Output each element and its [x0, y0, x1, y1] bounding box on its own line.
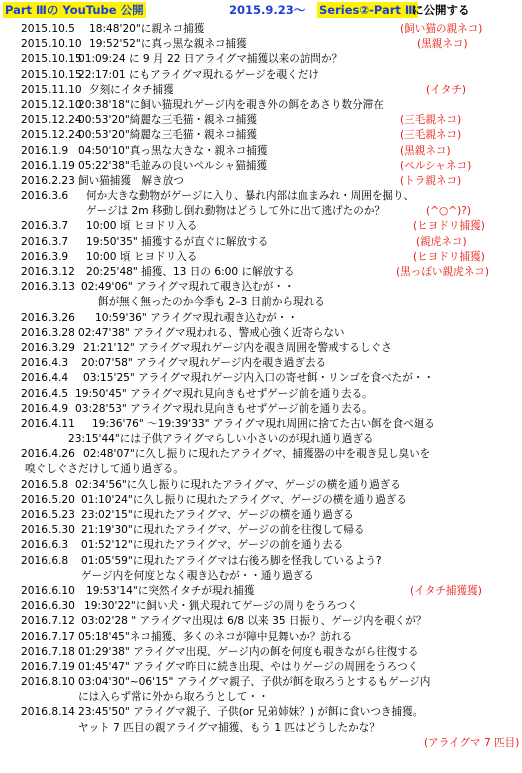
entry-tag: (トラ親ネコ) [400, 174, 462, 187]
entry-text: 19:36'76" ～19:39'33" アライグマ現れ周囲に捨てた古い餌を食べ廻る [92, 417, 435, 430]
entry-text: 10:59'36" アライグマ現れ覗き込むが・・ [95, 311, 298, 324]
entry-text: 20:07'58" アライグマ現れゲージ内を覗き過ぎ去る [81, 357, 327, 370]
entry-date: 2016.4.4 [21, 372, 69, 385]
entry-date: 2016.5.23 [21, 509, 75, 521]
entry-text: 23:02'15"に現れたアライグマ、ゲージの横を通り過ぎる [81, 509, 354, 521]
entry-date: 2016.5.8 [21, 478, 69, 491]
entry-date: 2016.3.6 [21, 190, 69, 203]
entry-tag: (黒っぽい親虎ネコ) [396, 266, 490, 278]
entry-text: 23:15'44"には子供アライグマらしい小さいのが現れ通り過ぎる [68, 433, 374, 446]
log-entry [0, 478, 522, 493]
entry-text: 19:53'14"に突然イタチが現れ捕獲 [86, 584, 255, 597]
log-entry [0, 523, 522, 538]
entry-text: 03:04'30"~06'15" アライグマ親子、子供が餌を取ろうとするもゲージ内 [78, 676, 431, 689]
entry-date: 2015.10.15 [21, 68, 82, 81]
entry-text: 03:15'25" アライグマ現れゲージ内入口の寄せ餌・リンゴを食べたが・・ [83, 372, 435, 385]
log-entry [0, 538, 522, 553]
log-entry [0, 98, 522, 113]
log-entry [0, 493, 522, 508]
entry-date: 2016.3.7 [21, 220, 69, 233]
log-entry [0, 599, 522, 614]
entry-text: 21:21'12" アライグマ現れゲージ内を覗き周囲を警戒するしぐさ [83, 341, 392, 354]
header [0, 0, 522, 22]
log-entry [0, 417, 522, 432]
entry-date: 2016.7.18 [21, 645, 75, 658]
entry-tag: (親虎ネコ) [416, 235, 467, 248]
entry-date: 2015.10.15 [21, 53, 82, 66]
entry-date: 2016.2.23 [21, 174, 75, 187]
entry-text: ゲージは 2m 移動し倒れ動物はどうして外に出て逃げたのか？ [86, 205, 386, 218]
entry-text: 20:25'48" 捕獲、13 日の 6:00 に解放する [86, 266, 295, 278]
entry-text: 餌が無く無ったのか今季も 2–3 日前から現れる [98, 296, 325, 309]
entry-tag: (イタチ捕獲獲) [410, 584, 482, 597]
entry-text: 10:00 頃 ヒヨドリ入る [86, 250, 198, 263]
entry-date: 2016.1.19 [21, 159, 75, 172]
entry-date: 2016.5.20 [21, 493, 75, 506]
log-entry [0, 311, 522, 326]
entry-date: 2015.12.24 [21, 114, 82, 127]
entry-date: 2016.3.9 [21, 250, 69, 263]
entry-text: 19:30'22"に飼い犬・猟犬現れてゲージの周りをうろつく [84, 600, 358, 613]
log-entry [0, 144, 522, 159]
part-label: Part Ⅲの YouTube 公開 [5, 3, 144, 17]
log-entry [0, 235, 522, 250]
entry-date: 2015.11.10 [21, 83, 82, 96]
entry-text: 02:34'56"に久し振りに現れたアライグマ、ゲージの横を通り過ぎる [75, 478, 401, 491]
entry-text: 01:10'24"に久し振りに現れたアライグマ、ゲージの横を通り過ぎる [81, 493, 407, 506]
log-entry [0, 341, 522, 356]
entry-text: 00:53'20"綺麗な三毛猫・親ネコ捕獲 [78, 114, 257, 127]
entry-date: 2016.6.8 [21, 554, 69, 567]
entry-date: 2016.5.30 [21, 524, 75, 537]
log-entry [0, 554, 522, 569]
log-entry [0, 462, 522, 477]
entry-tag: (ペルシャネコ) [400, 159, 472, 172]
log-entry [0, 219, 522, 234]
entry-date: 2016.7.12 [21, 615, 75, 628]
log-entry [0, 189, 522, 204]
entry-date: 2016.6.10 [21, 584, 75, 597]
entry-tag: (飼い猫の親ネコ) [400, 23, 483, 35]
log-entry [0, 508, 522, 523]
entry-text: 20:38'18"に飼い猫現れゲージ内を覗き外の餌をあさり数分滞在 [78, 98, 384, 111]
entry-text: 01:05'59"に現れたアライグマは右後ろ脚を怪我しているよう? [81, 554, 382, 567]
log-entry [0, 630, 522, 645]
entry-tag: (黒親ネコ) [400, 144, 451, 157]
entry-text: には入らず常に外から取ろうとして・・ [78, 691, 269, 704]
entry-text: 19:50'45" アライグマ現れ見向きもせずゲージ前を通り去る。 [75, 387, 373, 400]
entry-date: 2016.6.30 [21, 600, 75, 613]
log-entry [0, 675, 522, 690]
entry-text: ゲージ内を何度となく覗き込むが・・通り過ぎる [81, 569, 314, 582]
entry-text: 01:52'12"に現れたアライグマ、ゲージの前を通り去る [81, 539, 344, 552]
entry-date: 2016.4.11 [21, 417, 75, 430]
log-entry [0, 265, 522, 280]
log-entry [0, 174, 522, 189]
entry-date: 2015.12.24 [21, 129, 82, 142]
log-entry [0, 645, 522, 660]
log-entry [0, 569, 522, 584]
entry-date: 2016.3.28 [21, 326, 75, 339]
entry-text: 21:19'30"に現れたアライグマ、ゲージの前を往復して帰る [81, 524, 365, 537]
entry-date: 2015.10.10 [21, 38, 82, 51]
entry-text: 05:18'45"ネコ捕獲、多くのネコが障中見舞いか？訪れる [78, 630, 353, 643]
log-entry [0, 371, 522, 386]
entry-text: 22:17:01 にもアライグマ現れるゲージを覗くだけ [78, 68, 319, 81]
log-entry [0, 37, 522, 52]
entry-tag: (三毛親ネコ) [400, 129, 462, 142]
entry-tag: (黒親ネコ) [417, 38, 468, 51]
entry-text: 何か大きな動物がゲージに入り、暴れ内部は血まみれ・周囲を掘り、 [86, 190, 415, 203]
entry-date: 2016.7.17 [21, 630, 75, 643]
entry-text: 飼い猫捕獲 解き放つ [78, 174, 184, 187]
entry-date: 2016.3.7 [21, 235, 69, 248]
entry-date: 2016.6.3 [21, 539, 69, 552]
entry-tag: (イタチ) [426, 83, 467, 96]
entry-text: 嗅ぐしぐさだけして通り過ぎる。 [25, 463, 184, 476]
entry-tag: (三毛親ネコ) [400, 114, 462, 127]
entry-text: 18:48'20"に親ネコ捕獲 [89, 23, 205, 35]
entry-text: 02:47'38" アライグマ現われる、警戒心強く近寄らない [78, 326, 345, 339]
entry-date: 2016.4.5 [21, 387, 69, 400]
log-entry [0, 22, 522, 37]
log-entry [0, 614, 522, 629]
entry-text: 01:29'38" アライグマ出現、ゲージ内の餌を何度も覗きながら往復する [78, 645, 419, 658]
log-entry [0, 280, 522, 295]
log-entry [0, 326, 522, 341]
entry-date: 2016.8.10 [21, 676, 75, 689]
log-entry [0, 721, 522, 736]
entry-text: 01:09:24 に 9 月 22 日アライグマ捕獲以来の訪問か？ [78, 53, 343, 66]
entry-date: 2016.1.9 [21, 144, 69, 157]
entry-date: 2015.10.5 [21, 23, 75, 35]
entry-text: 19:50'35" 捕獲するが直ぐに解放する [86, 235, 269, 248]
log-entry [0, 204, 522, 219]
entry-date: 2016.4.9 [21, 402, 69, 415]
log-entry [0, 736, 522, 751]
log-entry [0, 705, 522, 720]
entry-date: 2016.4.26 [21, 448, 75, 461]
log-entry [0, 387, 522, 402]
log-entry [0, 660, 522, 675]
log-entry [0, 83, 522, 98]
entry-text: 00:53'20"綺麗な三毛猫・親ネコ捕獲 [78, 129, 257, 142]
entry-date: 2016.8.14 [21, 706, 75, 719]
log-entry [0, 52, 522, 67]
log-entry [0, 584, 522, 599]
log-entry [0, 432, 522, 447]
entry-text: 03:02'28 " アライグマ出現は 6/8 以来 35 日振り、ゲージ内を覗くが？ [81, 615, 427, 628]
log-entry [0, 128, 522, 143]
entry-text: 02:48'07"に久し振りに現れたアライグマ、捕獲器の中を覗き見し臭いを [83, 448, 431, 461]
publish-note: に公開する [412, 3, 470, 17]
log-entry [0, 402, 522, 417]
entry-date: 2016.4.3 [21, 357, 69, 370]
date-range: 2015.9.23～ [229, 3, 306, 17]
entry-date: 2016.3.13 [21, 281, 75, 294]
entry-date: 2016.7.19 [21, 660, 75, 673]
entry-text: 02:49'06" アライグマ現れて覗き込むが・・ [81, 281, 295, 294]
entry-date: 2016.3.12 [21, 266, 75, 278]
entry-text: 23:45'50" アライグマ親子、子供(or 兄弟姉妹？) が餌に食いつき捕獲。 [78, 706, 424, 719]
entry-tag: (ヒヨドリ捕獲) [413, 250, 485, 263]
entry-text: 10:00 頃 ヒヨドリ入る [86, 220, 198, 233]
capture-log [0, 22, 522, 751]
entry-tag: (^○^)?) [426, 205, 472, 218]
entry-text: 夕刻にイタチ捕獲 [89, 83, 174, 96]
entry-text: 19:52'52"に真っ黒な親ネコ捕獲 [89, 38, 247, 51]
entry-text: 03:28'53" アライグマ現れ見向きもせずゲージ前を通り去る。 [75, 402, 373, 415]
entry-tag: (アライグマ 7 匹目) [424, 736, 520, 749]
log-entry [0, 250, 522, 265]
entry-date: 2016.3.26 [21, 311, 75, 324]
log-entry [0, 113, 522, 128]
entry-text: 01:45'47" アライグマ昨日に続き出現、やはりゲージの周囲をうろつく [78, 660, 419, 673]
log-entry [0, 356, 522, 371]
entry-date: 2015.12.10 [21, 98, 82, 111]
log-entry [0, 447, 522, 462]
log-entry [0, 159, 522, 174]
log-entry [0, 690, 522, 705]
log-entry [0, 295, 522, 310]
entry-date: 2016.3.29 [21, 341, 75, 354]
log-entry [0, 68, 522, 83]
entry-text: 04:50'10"真っ黒な大きな・親ネコ捕獲 [78, 144, 268, 157]
entry-text: ヤット 7 匹目の親アライグマ捕獲、もう 1 匹はどうしたかな？ [78, 721, 380, 734]
entry-text: 05:22'38"毛並みの良いペルシャ猫捕獲 [78, 159, 268, 172]
entry-tag: (ヒヨドリ捕獲) [413, 220, 485, 233]
series-label: Series②-Part Ⅲ [319, 3, 416, 17]
